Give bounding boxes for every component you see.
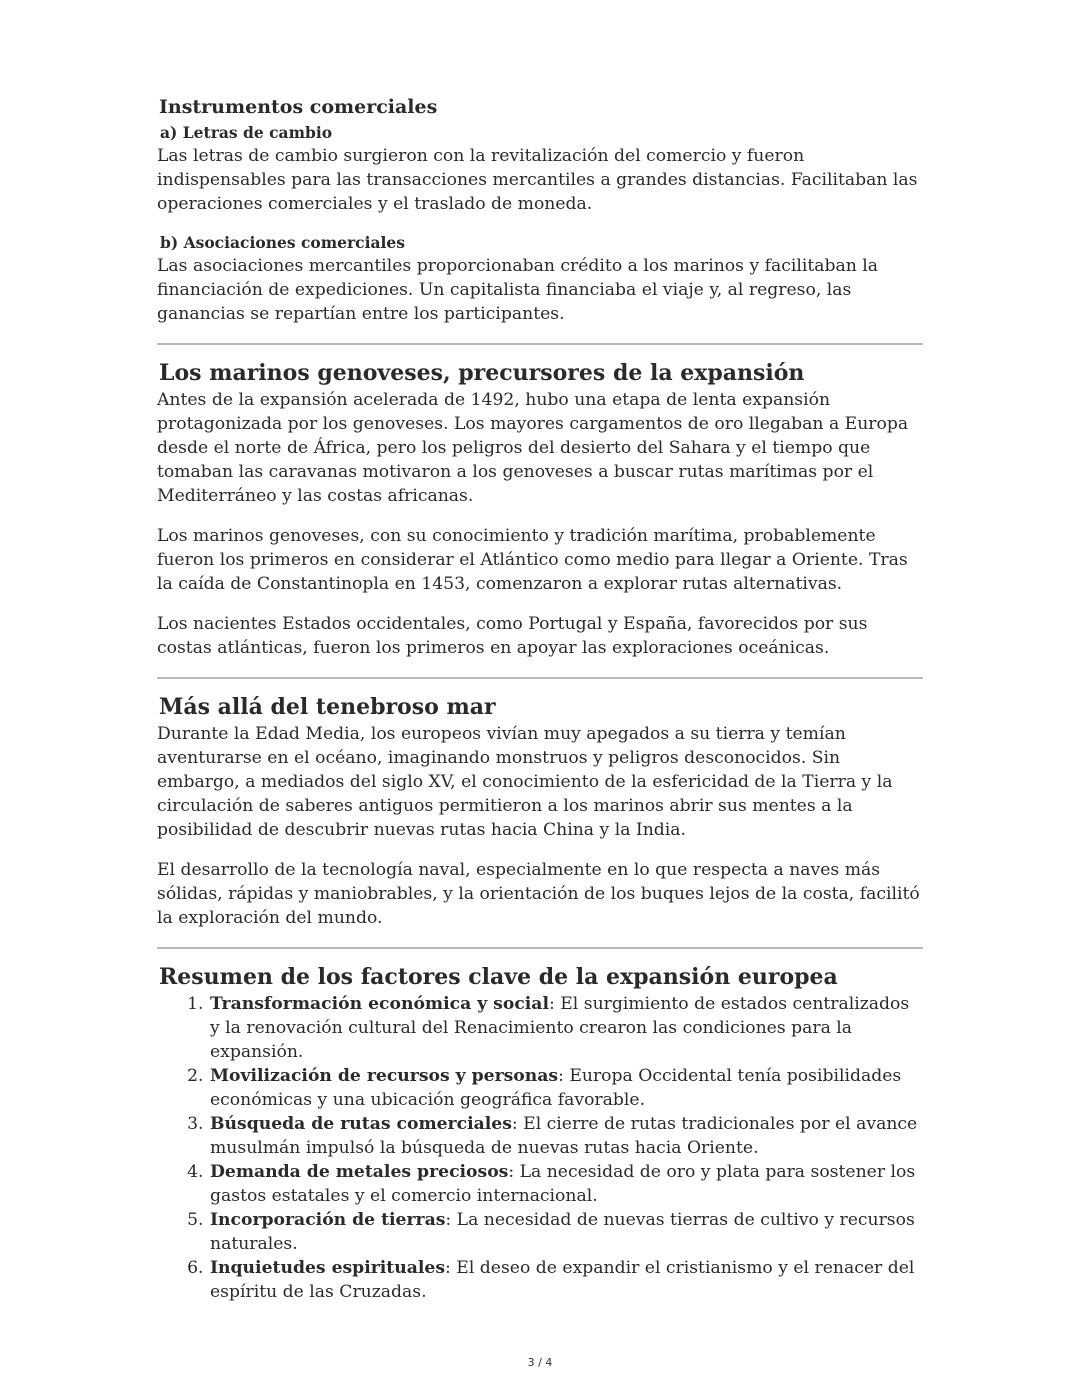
section-title-instrumentos: Instrumentos comerciales [159, 96, 438, 118]
section-title-genoveses: Los marinos genoveses, precursores de la expansión [159, 360, 805, 386]
list-item [209, 1064, 923, 1112]
list-item-term: Transformación económica y social [210, 994, 549, 1014]
list-item-term: Incorporación de tierras [210, 1210, 446, 1230]
page-number: 3 / 4 [527, 1356, 553, 1369]
section-divider [157, 947, 923, 949]
paragraph-genoveses-3: Los nacientes Estados occidentales, como Portugal y España, favorecidos por sus costas atlánticas, fueron los primeros en apoyar las exploraciones oceánicas. [157, 614, 868, 658]
list-item [209, 1160, 923, 1208]
list-item [209, 992, 923, 1064]
paragraph-asociaciones: Las asociaciones mercantiles proporcionaban crédito a los marinos y facilitaban la financiación de expediciones. Un capitalista financiaba el viaje y, al regreso, las ganancias se repartían entre los participantes. [157, 256, 879, 324]
list-item [209, 1256, 923, 1304]
subsection-title-asociaciones: b) Asociaciones comerciales [160, 233, 405, 252]
list-item-term: Demanda de metales preciosos [210, 1162, 509, 1182]
section-divider [157, 677, 923, 679]
list-item [209, 1112, 923, 1160]
paragraph-genoveses-2: Los marinos genoveses, con su conocimiento y tradición marítima, probablemente fueron los primeros en considerar el Atlántico como medio para llegar a Oriente. Tras la caída de Constantinopla en 1453, comenzaron a explorar rutas alternativas. [157, 526, 908, 594]
paragraph-tenebroso-1: Durante la Edad Media, los europeos vivían muy apegados a su tierra y temían aventurarse en el océano, imaginando monstruos y peligros desconocidos. Sin embargo, a mediados del siglo XV, el conocimiento de la esfericidad de la Tierra y la circulación de saberes antiguos permitieron a los marinos abrir sus mentes a la posibilidad de descubrir nuevas rutas hacia China y la India. [157, 724, 893, 840]
list-item-text: : El deseo de expandir el cristianismo y el renacer del espíritu de las Cruzadas. [210, 1258, 915, 1302]
paragraph-letras: Las letras de cambio surgieron con la revitalización del comercio y fueron indispensables para las transacciones mercantiles a grandes distancias. Facilitaban las operaciones comerciales y el traslado de moneda. [157, 146, 918, 214]
list-item-text: : La necesidad de nuevas tierras de cultivo y recursos naturales. [210, 1210, 915, 1254]
document-page [157, 94, 923, 1304]
section-title-resumen: Resumen de los factores clave de la expansión europea [159, 964, 838, 990]
paragraph-genoveses-1: Antes de la expansión acelerada de 1492, hubo una etapa de lenta expansión protagonizada por los genoveses. Los mayores cargamentos de oro llegaban a Europa desde el norte de África, pero los peligros del desierto del Sahara y el tiempo que tomaban las caravanas motivaron a los genoveses a buscar rutas marítimas por el Mediterráneo y las costas africanas. [157, 390, 909, 506]
subsection-title-letras: a) Letras de cambio [160, 123, 333, 142]
paragraph-tenebroso-2: El desarrollo de la tecnología naval, especialmente en lo que respecta a naves más sólidas, rápidas y maniobrables, y la orientación de los buques lejos de la costa, facilitó la exploración del mundo. [157, 860, 920, 928]
list-item-term: Inquietudes espirituales [210, 1258, 446, 1278]
list-item [209, 1208, 923, 1256]
factors-list [157, 992, 923, 1304]
list-item-term: Movilización de recursos y personas [210, 1066, 559, 1086]
list-item-text: : La necesidad de oro y plata para sostener los gastos estatales y el comercio internacional. [210, 1162, 916, 1206]
section-divider [157, 343, 923, 345]
section-title-tenebroso: Más allá del tenebroso mar [159, 694, 496, 720]
list-item-term: Búsqueda de rutas comerciales [210, 1114, 512, 1134]
list-item-text: : El surgimiento de estados centralizados y la renovación cultural del Renacimiento crearon las condiciones para la expansión. [210, 994, 910, 1062]
list-item-text: : El cierre de rutas tradicionales por el avance musulmán impulsó la búsqueda de nuevas rutas hacia Oriente. [210, 1114, 918, 1158]
list-item-text: : Europa Occidental tenía posibilidades económicas y una ubicación geográfica favorable. [210, 1066, 902, 1110]
